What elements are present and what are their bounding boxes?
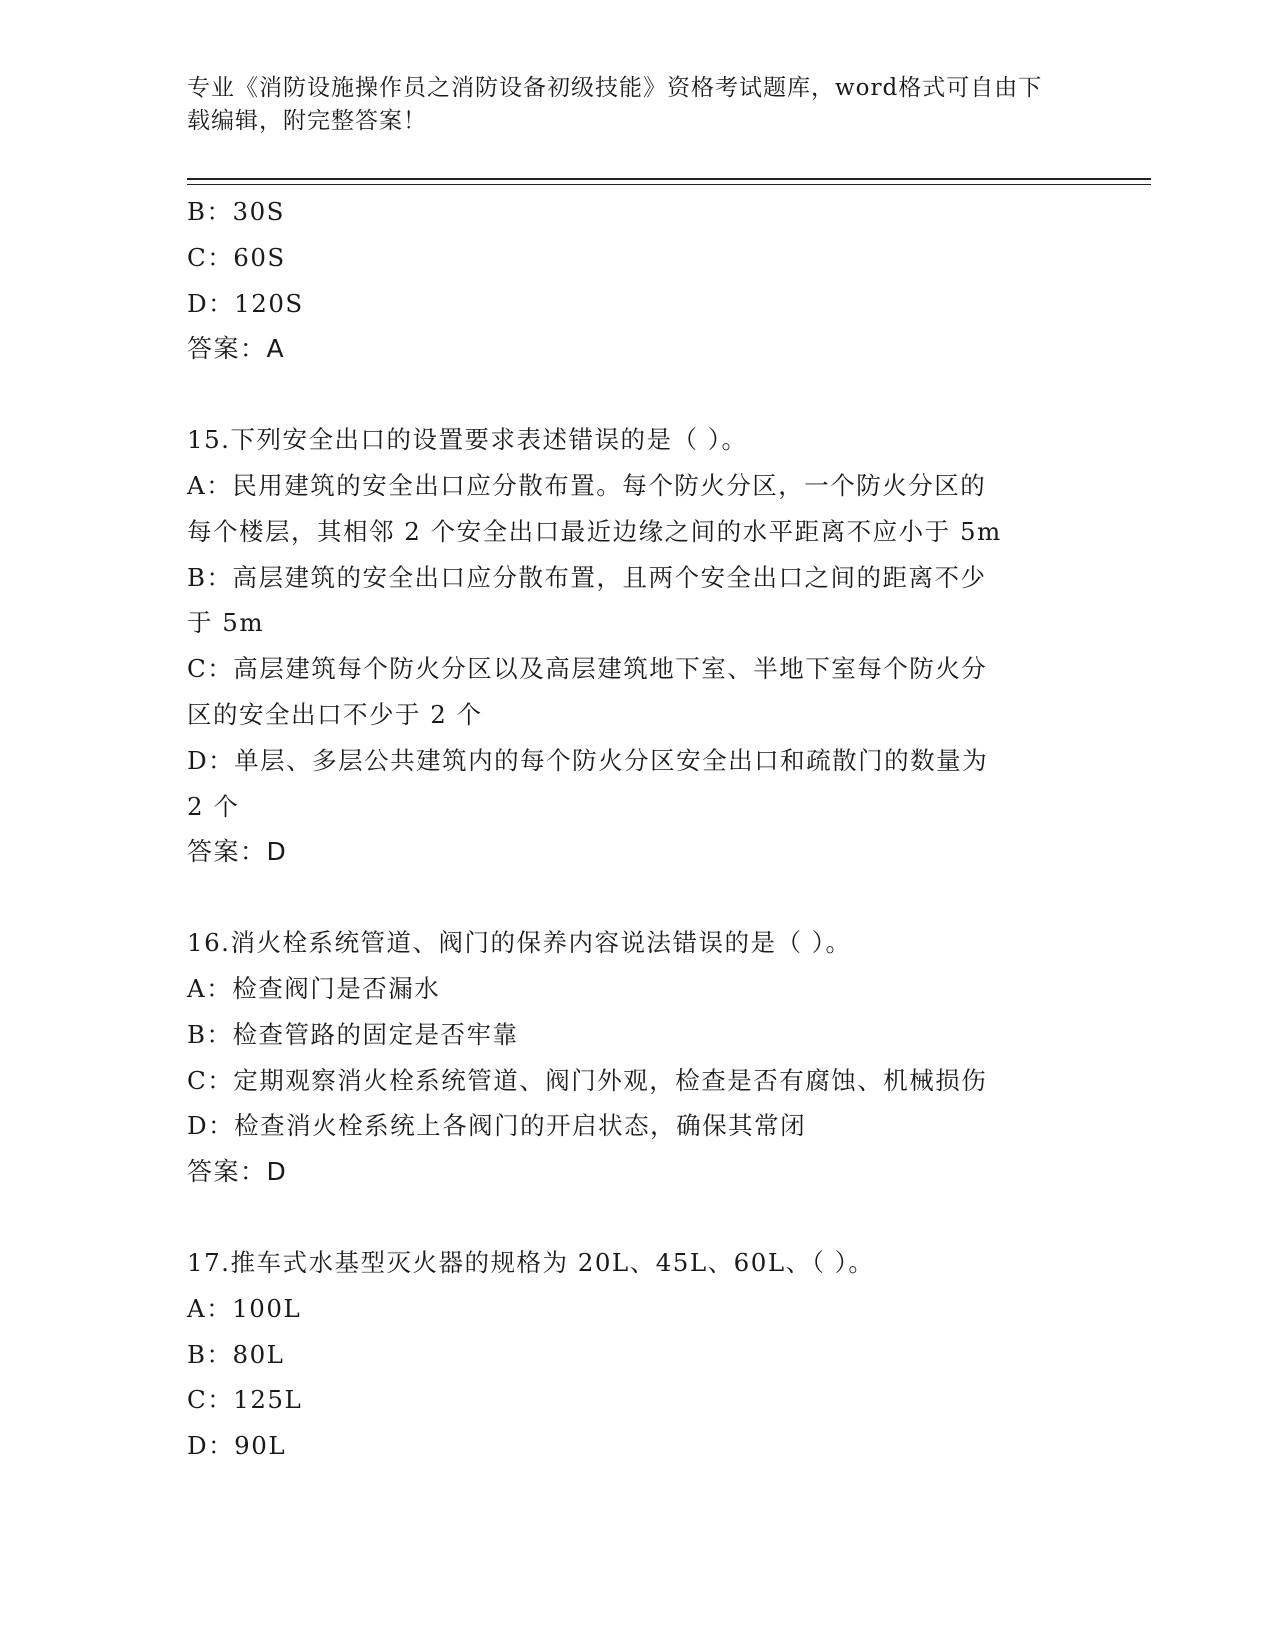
answer-line: 答案：D [187,1157,288,1187]
option-line: B：检查管路的固定是否牢靠 [187,1019,519,1049]
option-line: B：高层建筑的安全出口应分散布置，且两个安全出口之间的距离不少 [187,562,987,592]
document-header [187,72,1067,138]
question-15 [187,417,1087,875]
header-line-1: 专业《消防设施操作员之消防设备初级技能》资格考试题库，word格式可自由下 [187,75,1043,101]
option-line: C：定期观察消火栓系统管道、阀门外观，检查是否有腐蚀、机械损伤 [187,1065,988,1095]
option-line: C：高层建筑每个防火分区以及高层建筑地下室、半地下室每个防火分 [187,654,988,684]
option-line: 每个楼层，其相邻 2 个安全出口最近边缘之间的水平距离不应小于 5m [187,516,1002,546]
option-line: 于 5m [187,608,265,638]
option-line: B：80L [187,1339,285,1369]
question-stem: 15.下列安全出口的设置要求表述错误的是（ ）。 [187,425,748,455]
option-line: A：检查阀门是否漏水 [187,973,441,1003]
header-line-2: 载编辑，附完整答案！ [187,108,427,134]
answer-line: 答案：D [187,837,288,867]
question-content [187,189,1087,1469]
question-14 [187,189,1087,372]
option-line: D：120S [187,288,304,318]
header-divider-thin [187,184,1151,185]
header-divider-thick [187,178,1151,180]
question-17 [187,1240,1087,1469]
option-line: B：30S [187,197,285,226]
option-line: 区的安全出口不少于 2 个 [187,699,483,729]
option-line: 2 个 [187,791,240,821]
option-line: C：60S [187,242,286,272]
option-line: D：检查消火栓系统上各阀门的开启状态，确保其常闭 [187,1111,807,1141]
question-16 [187,920,1087,1195]
option-line: D：90L [187,1431,287,1461]
option-line: A：100L [187,1293,302,1323]
option-line: A：民用建筑的安全出口应分散布置。每个防火分区，一个防火分区的 [187,470,987,500]
question-stem: 16.消火栓系统管道、阀门的保养内容说法错误的是（ ）。 [187,928,852,958]
question-stem: 17.推车式水基型灭火器的规格为 20L、45L、60L、（ ）。 [187,1247,875,1277]
answer-line: 答案：A [187,334,286,364]
option-line: C：125L [187,1385,303,1415]
option-line: D：单层、多层公共建筑内的每个防火分区安全出口和疏散门的数量为 [187,745,989,775]
